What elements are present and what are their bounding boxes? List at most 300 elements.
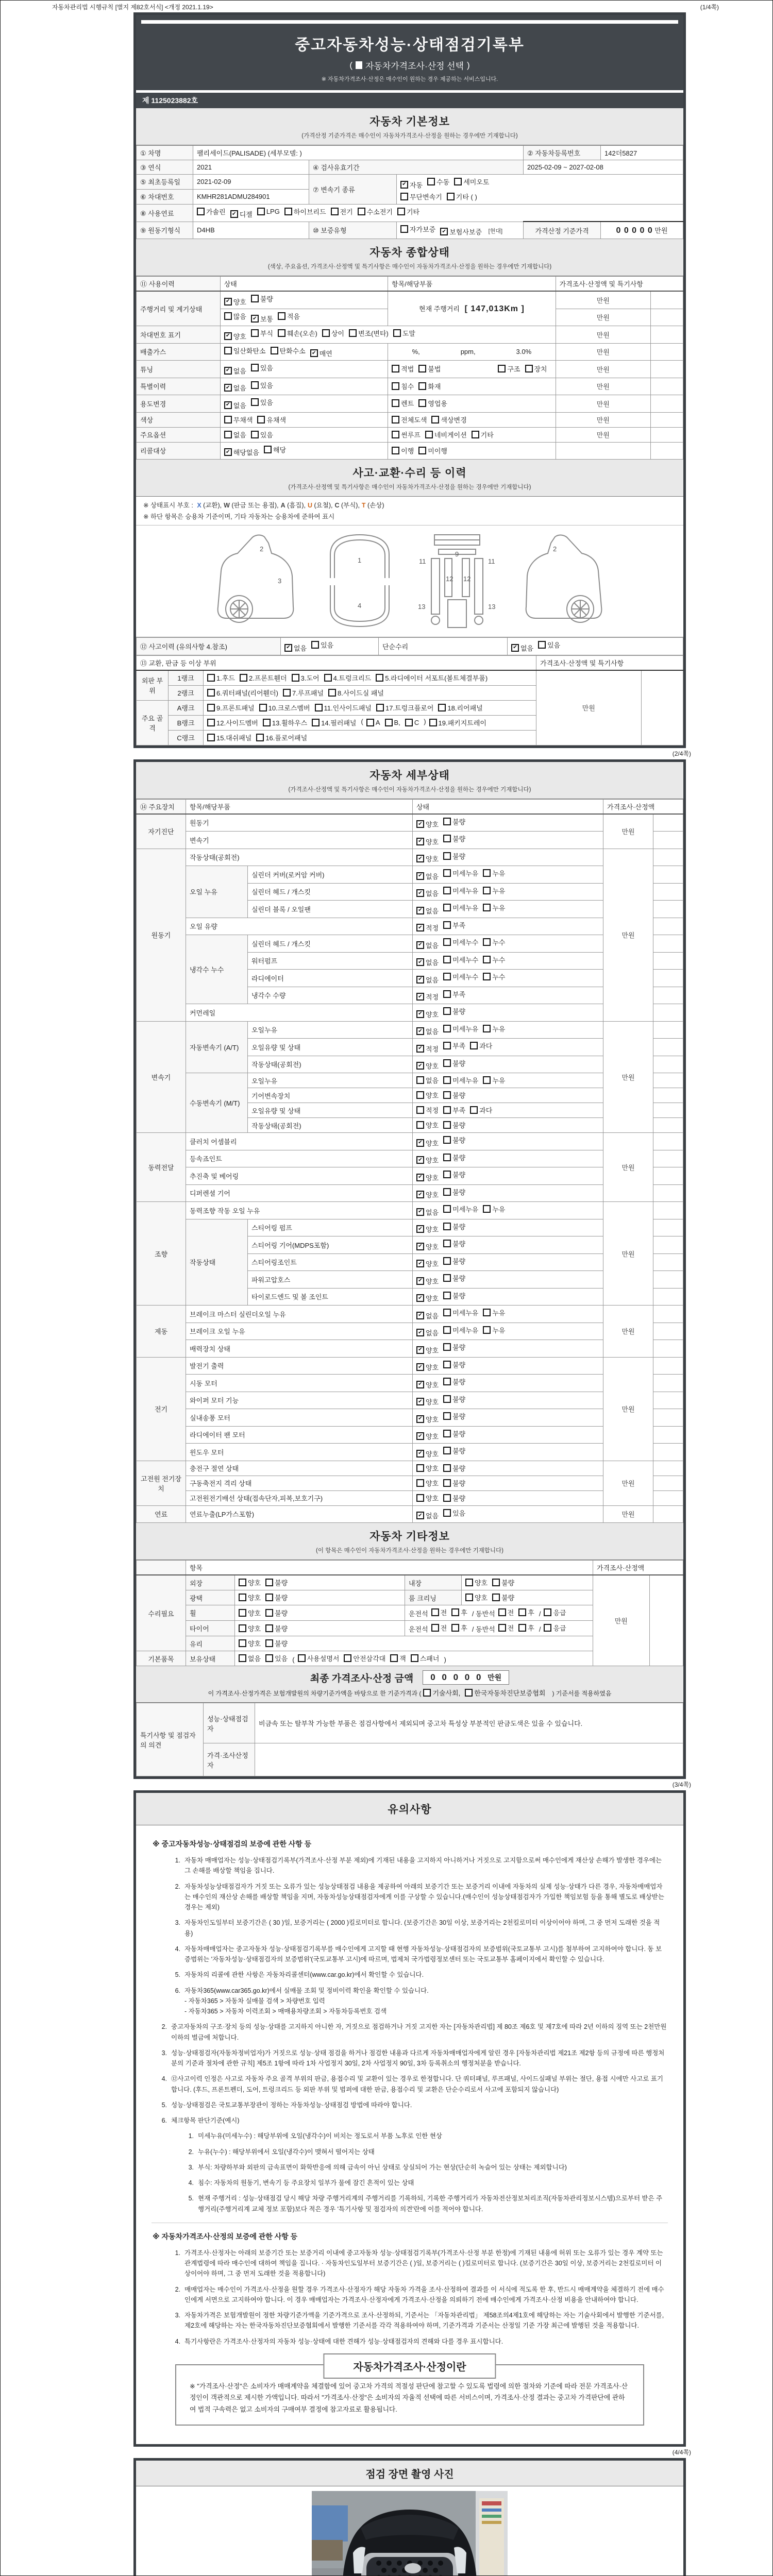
unchecked-checkbox-icon[interactable] [465, 1579, 473, 1586]
checkbox-option[interactable] [344, 1653, 385, 1663]
unchecked-checkbox-icon[interactable] [416, 1121, 424, 1129]
checkbox-option[interactable] [315, 703, 372, 713]
unchecked-checkbox-icon[interactable] [271, 347, 278, 354]
unchecked-checkbox-icon[interactable] [400, 225, 408, 233]
checkbox-option[interactable] [251, 294, 273, 303]
checkbox-option[interactable] [385, 718, 400, 727]
checkbox-option[interactable] [443, 1256, 465, 1266]
checkbox-option[interactable] [376, 703, 433, 713]
checkbox-option[interactable] [239, 1592, 261, 1602]
unchecked-checkbox-icon[interactable] [224, 312, 232, 320]
unchecked-checkbox-icon[interactable] [239, 1639, 246, 1647]
unchecked-checkbox-icon[interactable] [240, 674, 247, 682]
unchecked-checkbox-icon[interactable] [400, 193, 408, 200]
unchecked-checkbox-icon[interactable] [438, 704, 446, 711]
checkbox-option[interactable] [443, 972, 478, 981]
unchecked-checkbox-icon[interactable] [443, 1430, 451, 1437]
unchecked-checkbox-icon[interactable] [207, 704, 215, 711]
unchecked-checkbox-icon[interactable] [443, 1076, 451, 1084]
checkbox-option[interactable] [251, 380, 273, 390]
unchecked-checkbox-icon[interactable] [393, 329, 401, 337]
checkbox-option[interactable] [265, 1653, 288, 1663]
checkbox-option[interactable] [416, 888, 439, 898]
checkbox-option[interactable] [443, 1105, 465, 1115]
unchecked-checkbox-icon[interactable] [392, 399, 399, 407]
checkbox-option[interactable] [443, 1187, 465, 1197]
checked-checkbox-icon[interactable] [416, 872, 424, 880]
checkbox-option[interactable] [443, 1006, 465, 1016]
checkbox-option[interactable] [443, 886, 478, 895]
checkbox-option[interactable] [283, 688, 324, 698]
checked-checkbox-icon[interactable] [416, 1139, 424, 1147]
unchecked-checkbox-icon[interactable] [392, 382, 399, 390]
checkbox-option[interactable] [443, 1075, 478, 1085]
checkbox-option[interactable] [392, 381, 414, 391]
checkbox-option[interactable] [416, 1026, 439, 1036]
checkbox-option[interactable] [207, 718, 258, 727]
checked-checkbox-icon[interactable] [416, 1174, 424, 1181]
checkbox-option[interactable] [264, 445, 286, 454]
checkbox-option[interactable] [492, 1578, 514, 1587]
unchecked-checkbox-icon[interactable] [207, 689, 215, 697]
unchecked-checkbox-icon[interactable] [344, 1654, 351, 1662]
unchecked-checkbox-icon[interactable] [443, 1091, 451, 1099]
checkbox-option[interactable] [425, 430, 467, 439]
checkbox-option[interactable] [416, 837, 439, 846]
checkbox-option[interactable] [207, 688, 278, 698]
unchecked-checkbox-icon[interactable] [443, 1154, 451, 1161]
checkbox-option[interactable] [483, 903, 505, 912]
checkbox-option[interactable] [416, 1293, 439, 1303]
unchecked-checkbox-icon[interactable] [283, 689, 291, 697]
unchecked-checkbox-icon[interactable] [418, 365, 426, 372]
unchecked-checkbox-icon[interactable] [443, 1361, 451, 1368]
unchecked-checkbox-icon[interactable] [443, 1136, 451, 1144]
checkbox-option[interactable] [483, 1204, 505, 1214]
unchecked-checkbox-icon[interactable] [443, 1412, 451, 1420]
checkbox-option[interactable] [483, 1075, 505, 1085]
unchecked-checkbox-icon[interactable] [397, 208, 405, 215]
checkbox-option[interactable] [416, 1493, 439, 1503]
checked-checkbox-icon[interactable] [416, 1225, 424, 1233]
checkbox-option[interactable] [416, 1090, 439, 1100]
checkbox-option[interactable] [416, 1061, 439, 1071]
checkbox-option[interactable] [251, 314, 273, 324]
checkbox-option[interactable] [544, 1607, 566, 1617]
checkbox-option[interactable] [224, 415, 253, 425]
checkbox-option[interactable] [431, 1623, 447, 1633]
checkbox-option[interactable] [443, 1478, 465, 1488]
unchecked-checkbox-icon[interactable] [207, 734, 215, 741]
checkbox-option[interactable] [465, 1592, 488, 1602]
checkbox-option[interactable] [416, 871, 439, 881]
checkbox-option[interactable] [239, 1578, 261, 1587]
checkbox-option[interactable] [423, 1688, 460, 1698]
checked-checkbox-icon[interactable] [224, 448, 232, 456]
unchecked-checkbox-icon[interactable] [328, 689, 336, 697]
unchecked-checkbox-icon[interactable] [239, 1594, 246, 1601]
unchecked-checkbox-icon[interactable] [405, 719, 413, 726]
checked-checkbox-icon[interactable] [416, 1156, 424, 1164]
checked-checkbox-icon[interactable] [416, 1512, 424, 1519]
checked-checkbox-icon[interactable] [310, 349, 318, 357]
checkbox-option[interactable] [278, 311, 300, 321]
checkbox-option[interactable] [416, 854, 439, 863]
checkbox-option[interactable] [251, 430, 273, 439]
checkbox-option[interactable] [544, 1623, 566, 1633]
unchecked-checkbox-icon[interactable] [251, 381, 259, 389]
checkbox-option[interactable] [416, 1259, 439, 1268]
checkbox-option[interactable] [239, 1638, 261, 1648]
unchecked-checkbox-icon[interactable] [492, 1579, 500, 1586]
unchecked-checkbox-icon[interactable] [349, 329, 357, 337]
unchecked-checkbox-icon[interactable] [483, 938, 491, 946]
unchecked-checkbox-icon[interactable] [443, 1509, 451, 1517]
unchecked-checkbox-icon[interactable] [443, 1059, 451, 1067]
unchecked-checkbox-icon[interactable] [483, 904, 491, 911]
checked-checkbox-icon[interactable] [416, 889, 424, 897]
checked-checkbox-icon[interactable] [416, 820, 424, 828]
checked-checkbox-icon[interactable] [416, 855, 424, 862]
unchecked-checkbox-icon[interactable] [257, 208, 265, 215]
checkbox-option[interactable] [416, 1190, 439, 1199]
checkbox-option[interactable] [465, 1578, 488, 1587]
unchecked-checkbox-icon[interactable] [443, 973, 451, 980]
checkbox-option[interactable] [312, 718, 356, 727]
unchecked-checkbox-icon[interactable] [376, 674, 383, 682]
unchecked-checkbox-icon[interactable] [251, 295, 259, 302]
checked-checkbox-icon[interactable] [416, 1450, 424, 1458]
unchecked-checkbox-icon[interactable] [411, 1654, 418, 1662]
checked-checkbox-icon[interactable] [224, 401, 232, 409]
unchecked-checkbox-icon[interactable] [418, 399, 426, 407]
unchecked-checkbox-icon[interactable] [429, 719, 437, 726]
checkbox-option[interactable] [443, 1508, 465, 1518]
checkbox-option[interactable] [392, 364, 414, 374]
checkbox-option[interactable] [483, 886, 505, 895]
checkbox-option[interactable] [392, 398, 414, 408]
unchecked-checkbox-icon[interactable] [197, 208, 205, 215]
unchecked-checkbox-icon[interactable] [443, 1007, 451, 1015]
unchecked-checkbox-icon[interactable] [298, 1654, 306, 1662]
checkbox-option[interactable] [416, 1397, 439, 1406]
checked-checkbox-icon[interactable] [416, 1432, 424, 1440]
checkbox-option[interactable] [451, 1623, 467, 1633]
checkbox-option[interactable] [443, 1493, 465, 1503]
checkbox-option[interactable] [284, 643, 307, 653]
checkbox-option[interactable] [224, 311, 246, 321]
checkbox-option[interactable] [443, 1153, 465, 1162]
checkbox-option[interactable] [416, 1155, 439, 1165]
checked-checkbox-icon[interactable] [251, 315, 259, 323]
unchecked-checkbox-icon[interactable] [443, 887, 451, 894]
unchecked-checkbox-icon[interactable] [431, 416, 439, 423]
unchecked-checkbox-icon[interactable] [224, 431, 232, 438]
unchecked-checkbox-icon[interactable] [470, 1042, 478, 1049]
checkbox-option[interactable] [265, 1578, 288, 1587]
checkbox-option[interactable] [443, 903, 478, 912]
checkbox-option[interactable] [265, 1608, 288, 1618]
checkbox-option[interactable] [207, 703, 255, 713]
checkbox-option[interactable] [400, 192, 442, 201]
checkbox-option[interactable] [538, 640, 560, 650]
unchecked-checkbox-icon[interactable] [251, 398, 259, 406]
checkbox-option[interactable] [418, 446, 447, 455]
checkbox-option[interactable] [397, 207, 419, 216]
checkbox-option[interactable] [416, 1276, 439, 1286]
checkbox-option[interactable] [418, 364, 441, 374]
checked-checkbox-icon[interactable] [416, 1191, 424, 1198]
checked-checkbox-icon[interactable] [284, 644, 292, 652]
checkbox-option[interactable] [483, 1325, 505, 1335]
unchecked-checkbox-icon[interactable] [416, 1464, 424, 1472]
unchecked-checkbox-icon[interactable] [239, 1579, 246, 1586]
checkbox-option[interactable] [416, 1224, 439, 1234]
unchecked-checkbox-icon[interactable] [418, 447, 426, 454]
unchecked-checkbox-icon[interactable] [483, 869, 491, 877]
checked-checkbox-icon[interactable] [416, 1243, 424, 1250]
checkbox-option[interactable] [349, 328, 389, 338]
checkbox-option[interactable] [416, 992, 439, 1002]
unchecked-checkbox-icon[interactable] [416, 1479, 424, 1487]
unchecked-checkbox-icon[interactable] [454, 178, 462, 185]
checkbox-option[interactable] [416, 1380, 439, 1389]
checkbox-option[interactable] [265, 1623, 288, 1633]
unchecked-checkbox-icon[interactable] [425, 431, 433, 438]
checkbox-option[interactable] [376, 673, 488, 683]
unchecked-checkbox-icon[interactable] [265, 1594, 273, 1601]
checkbox-option[interactable] [416, 1362, 439, 1372]
checked-checkbox-icon[interactable] [416, 958, 424, 966]
checkbox-option[interactable] [427, 177, 449, 187]
checkbox-option[interactable] [239, 1653, 261, 1663]
unchecked-checkbox-icon[interactable] [443, 1479, 451, 1487]
unchecked-checkbox-icon[interactable] [392, 416, 399, 423]
checked-checkbox-icon[interactable] [416, 1027, 424, 1035]
unchecked-checkbox-icon[interactable] [544, 1608, 551, 1616]
unchecked-checkbox-icon[interactable] [224, 347, 232, 354]
checkbox-option[interactable] [443, 1463, 465, 1473]
checkbox-option[interactable] [224, 366, 246, 376]
unchecked-checkbox-icon[interactable] [224, 416, 232, 423]
unchecked-checkbox-icon[interactable] [292, 674, 299, 682]
unchecked-checkbox-icon[interactable] [498, 1608, 506, 1616]
checkbox-option[interactable] [416, 1449, 439, 1459]
checkbox-option[interactable] [443, 1041, 465, 1050]
checked-checkbox-icon[interactable] [416, 907, 424, 914]
checkbox-option[interactable] [518, 1607, 534, 1617]
checkbox-option[interactable] [443, 920, 465, 930]
checkbox-option[interactable] [511, 643, 533, 653]
unchecked-checkbox-icon[interactable] [483, 1326, 491, 1334]
checkbox-option[interactable] [416, 940, 439, 950]
checkbox-option[interactable] [265, 1592, 288, 1602]
checked-checkbox-icon[interactable] [224, 384, 232, 392]
checkbox-option[interactable] [416, 1207, 439, 1217]
checkbox-option[interactable] [224, 400, 246, 410]
checkbox-option[interactable] [393, 328, 415, 338]
unchecked-checkbox-icon[interactable] [239, 1609, 246, 1617]
checkbox-option[interactable] [366, 718, 380, 727]
checkbox-option[interactable] [224, 331, 246, 341]
checkbox-option[interactable] [470, 1105, 492, 1115]
unchecked-checkbox-icon[interactable] [483, 1205, 491, 1213]
checkbox-option[interactable] [465, 1688, 545, 1698]
checked-checkbox-icon[interactable] [416, 1294, 424, 1302]
unchecked-checkbox-icon[interactable] [443, 1188, 451, 1196]
checkbox-option[interactable] [443, 1429, 465, 1438]
checkbox-option[interactable] [416, 1138, 439, 1148]
checkbox-option[interactable] [483, 955, 505, 964]
unchecked-checkbox-icon[interactable] [358, 208, 365, 215]
checked-checkbox-icon[interactable] [416, 1277, 424, 1285]
checkbox-option[interactable] [483, 972, 505, 981]
unchecked-checkbox-icon[interactable] [207, 719, 215, 726]
unchecked-checkbox-icon[interactable] [483, 973, 491, 980]
checkbox-option[interactable] [416, 1478, 439, 1488]
checkbox-option[interactable] [443, 1291, 465, 1300]
unchecked-checkbox-icon[interactable] [257, 416, 265, 423]
unchecked-checkbox-icon[interactable] [312, 719, 320, 726]
checkbox-option[interactable] [207, 733, 251, 742]
unchecked-checkbox-icon[interactable] [416, 1091, 424, 1099]
checkbox-option[interactable] [416, 923, 439, 933]
checkbox-option[interactable] [443, 1024, 478, 1033]
unchecked-checkbox-icon[interactable] [443, 1309, 451, 1316]
checkbox-option[interactable] [224, 297, 246, 307]
unchecked-checkbox-icon[interactable] [278, 312, 285, 320]
checkbox-option[interactable] [498, 1607, 514, 1617]
checkbox-option[interactable] [443, 1411, 465, 1421]
checkbox-option[interactable] [251, 363, 273, 372]
checked-checkbox-icon[interactable] [224, 367, 232, 375]
checkbox-option[interactable] [443, 1342, 465, 1352]
unchecked-checkbox-icon[interactable] [443, 938, 451, 946]
checkbox-option[interactable] [431, 1607, 447, 1617]
checked-checkbox-icon[interactable] [224, 298, 232, 306]
unchecked-checkbox-icon[interactable] [443, 1343, 451, 1351]
checkbox-option[interactable] [416, 1105, 439, 1115]
checkbox-option[interactable] [418, 381, 441, 391]
unchecked-checkbox-icon[interactable] [451, 1624, 459, 1632]
checkbox-option[interactable] [443, 955, 478, 964]
unchecked-checkbox-icon[interactable] [431, 1624, 439, 1632]
checkbox-option[interactable] [438, 703, 482, 713]
checked-checkbox-icon[interactable] [416, 1329, 424, 1336]
checkbox-option[interactable] [416, 1242, 439, 1251]
checkbox-option[interactable] [257, 208, 280, 215]
unchecked-checkbox-icon[interactable] [483, 1076, 491, 1084]
checkbox-option[interactable] [472, 430, 494, 439]
unchecked-checkbox-icon[interactable] [263, 719, 271, 726]
checkbox-option[interactable] [483, 937, 505, 947]
unchecked-checkbox-icon[interactable] [278, 329, 285, 337]
checkbox-option[interactable] [483, 868, 505, 878]
checkbox-option[interactable] [400, 224, 435, 234]
checkbox-option[interactable] [416, 975, 439, 985]
unchecked-checkbox-icon[interactable] [251, 431, 259, 438]
unchecked-checkbox-icon[interactable] [443, 852, 451, 860]
checkbox-option[interactable] [251, 328, 273, 338]
unchecked-checkbox-icon[interactable] [470, 1106, 478, 1114]
checkbox-option[interactable] [443, 834, 465, 843]
unchecked-checkbox-icon[interactable] [443, 1106, 451, 1114]
checked-checkbox-icon[interactable] [416, 1260, 424, 1267]
checkbox-option[interactable] [443, 1170, 465, 1179]
unchecked-checkbox-icon[interactable] [443, 904, 451, 911]
checkbox-option[interactable] [239, 1608, 261, 1618]
checked-checkbox-icon[interactable] [400, 181, 408, 189]
unchecked-checkbox-icon[interactable] [239, 1654, 246, 1662]
unchecked-checkbox-icon[interactable] [431, 1608, 439, 1616]
unchecked-checkbox-icon[interactable] [443, 1042, 451, 1049]
checkbox-option[interactable] [416, 1345, 439, 1355]
unchecked-checkbox-icon[interactable] [498, 1624, 506, 1632]
checked-checkbox-icon[interactable] [416, 1062, 424, 1070]
unchecked-checkbox-icon[interactable] [483, 956, 491, 963]
checkbox-option[interactable] [416, 1075, 439, 1085]
checkbox-option[interactable] [443, 868, 478, 878]
checkbox-option[interactable] [443, 1204, 478, 1214]
unchecked-checkbox-icon[interactable] [443, 1274, 451, 1282]
checkbox-option[interactable] [400, 180, 423, 190]
checkbox-option[interactable] [443, 1446, 465, 1455]
unchecked-checkbox-icon[interactable] [443, 1240, 451, 1247]
unchecked-checkbox-icon[interactable] [443, 1121, 451, 1129]
checkbox-option[interactable] [416, 1511, 439, 1520]
checkbox-option[interactable] [454, 177, 489, 187]
unchecked-checkbox-icon[interactable] [443, 956, 451, 963]
checked-checkbox-icon[interactable] [416, 924, 424, 931]
checkbox-option[interactable] [322, 328, 344, 338]
unchecked-checkbox-icon[interactable] [443, 1205, 451, 1213]
checkbox-option[interactable] [259, 703, 310, 713]
checkbox-option[interactable] [405, 718, 419, 727]
unchecked-checkbox-icon[interactable] [465, 1689, 473, 1697]
checked-checkbox-icon[interactable] [511, 644, 519, 652]
unchecked-checkbox-icon[interactable] [265, 1654, 273, 1662]
unchecked-checkbox-icon[interactable] [472, 431, 479, 438]
unchecked-checkbox-icon[interactable] [366, 719, 374, 726]
unchecked-checkbox-icon[interactable] [207, 674, 215, 682]
unchecked-checkbox-icon[interactable] [498, 365, 506, 372]
checkbox-option[interactable] [525, 364, 547, 374]
checkbox-option[interactable] [443, 1394, 465, 1404]
checkbox-option[interactable] [416, 906, 439, 916]
checkbox-option[interactable] [483, 1024, 505, 1033]
unchecked-checkbox-icon[interactable] [265, 1579, 273, 1586]
unchecked-checkbox-icon[interactable] [443, 921, 451, 929]
unchecked-checkbox-icon[interactable] [284, 208, 292, 215]
checked-checkbox-icon[interactable] [224, 332, 232, 340]
checkbox-option[interactable] [224, 447, 259, 457]
checked-checkbox-icon[interactable] [416, 838, 424, 845]
unchecked-checkbox-icon[interactable] [518, 1624, 526, 1632]
unchecked-checkbox-icon[interactable] [443, 869, 451, 877]
checkbox-option[interactable] [284, 207, 326, 216]
unchecked-checkbox-icon[interactable] [331, 208, 339, 215]
checked-checkbox-icon[interactable] [416, 941, 424, 949]
checkbox-option[interactable] [429, 718, 486, 727]
checkbox-option[interactable] [271, 346, 306, 355]
unchecked-checkbox-icon[interactable] [443, 1171, 451, 1178]
unchecked-checkbox-icon[interactable] [390, 1654, 398, 1662]
checkbox-option[interactable] [443, 937, 478, 947]
checkbox-option[interactable] [411, 1653, 440, 1663]
checkbox-option[interactable] [440, 227, 482, 236]
checkbox-option[interactable] [416, 1431, 439, 1441]
checkbox-option[interactable] [392, 446, 414, 455]
